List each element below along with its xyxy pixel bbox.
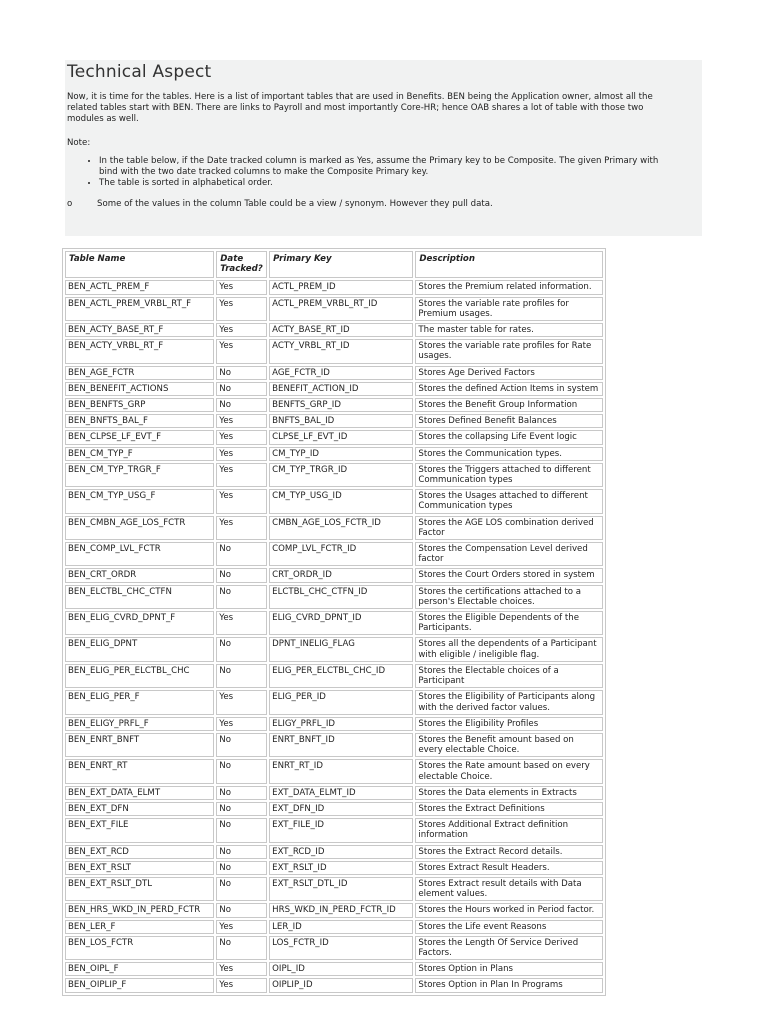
- description-cell: Stores the Benefit Group Information: [415, 398, 603, 412]
- primary-key-cell: BNFTS_BAL_ID: [269, 414, 413, 428]
- header-table-name: Table Name: [65, 251, 214, 278]
- table-row: [65, 382, 603, 396]
- date-tracked-cell: Yes: [216, 339, 267, 363]
- primary-key-cell: CMBN_AGE_LOS_FCTR_ID: [269, 516, 413, 540]
- date-tracked-cell: Yes: [216, 280, 267, 294]
- table-row: [65, 542, 603, 566]
- description-cell: Stores the Eligibility of Participants along with the derived factor values.: [415, 690, 603, 714]
- primary-key-cell: BENEFIT_ACTION_ID: [269, 382, 413, 396]
- description-cell: Stores the Extract Record details.: [415, 845, 603, 859]
- description-cell: Stores the variable rate profiles for Rate usages.: [415, 339, 603, 363]
- date-tracked-cell: No: [216, 664, 267, 688]
- table-row: [65, 903, 603, 917]
- date-tracked-cell: Yes: [216, 978, 267, 992]
- date-tracked-cell: No: [216, 637, 267, 661]
- sub-note: [67, 199, 702, 209]
- header-date-tracked: Date Tracked?: [216, 251, 267, 278]
- description-cell: Stores Option in Plans: [415, 962, 603, 976]
- description-cell: Stores the Eligibility Profiles: [415, 717, 603, 731]
- date-tracked-cell: No: [216, 818, 267, 842]
- date-tracked-cell: No: [216, 903, 267, 917]
- description-cell: Stores the Compensation Level derived factor: [415, 542, 603, 566]
- table-row: [65, 585, 603, 609]
- table-row: [65, 877, 603, 901]
- primary-key-cell: ELIG_PER_ID: [269, 690, 413, 714]
- primary-key-cell: CM_TYP_ID: [269, 447, 413, 461]
- date-tracked-cell: No: [216, 542, 267, 566]
- table-row: [65, 978, 603, 992]
- description-cell: Stores the Rate amount based on every electable Choice.: [415, 759, 603, 783]
- date-tracked-cell: No: [216, 568, 267, 582]
- primary-key-cell: LOS_FCTR_ID: [269, 936, 413, 960]
- primary-key-cell: EXT_DFN_ID: [269, 802, 413, 816]
- table-row: [65, 861, 603, 875]
- intro-line: related tables start with BEN. There are links to Payroll and most importantly Core-HR; hence OAB shares a lot of table with those two: [67, 103, 644, 114]
- table-name-cell: BEN_ACTL_PREM_VRBL_RT_F: [65, 297, 214, 321]
- intro-line: modules as well.: [67, 114, 139, 125]
- table-name-cell: BEN_CM_TYP_TRGR_F: [65, 463, 214, 487]
- date-tracked-cell: Yes: [216, 463, 267, 487]
- primary-key-cell: OIPL_ID: [269, 962, 413, 976]
- date-tracked-cell: No: [216, 786, 267, 800]
- table-row: [65, 516, 603, 540]
- table-name-cell: BEN_CMBN_AGE_LOS_FCTR: [65, 516, 214, 540]
- intro-line: Now, it is time for the tables. Here is a list of important tables that are used in Benefits. BEN being the Application owner, almost all the: [67, 92, 653, 102]
- note-label: Note:: [67, 137, 91, 148]
- description-cell: Stores the Premium related information.: [415, 280, 603, 294]
- date-tracked-cell: Yes: [216, 690, 267, 714]
- table-name-cell: BEN_ACTL_PREM_F: [65, 280, 214, 294]
- date-tracked-cell: No: [216, 366, 267, 380]
- description-cell: Stores the variable rate profiles for Premium usages.: [415, 297, 603, 321]
- primary-key-cell: EXT_RSLT_DTL_ID: [269, 877, 413, 901]
- description-cell: Stores the Usages attached to different Communication types: [415, 489, 603, 513]
- date-tracked-cell: No: [216, 585, 267, 609]
- table-row: [65, 463, 603, 487]
- primary-key-cell: CRT_ORDR_ID: [269, 568, 413, 582]
- primary-key-cell: BENFTS_GRP_ID: [269, 398, 413, 412]
- table-name-cell: BEN_CM_TYP_F: [65, 447, 214, 461]
- date-tracked-cell: No: [216, 398, 267, 412]
- date-tracked-cell: Yes: [216, 962, 267, 976]
- table-row: [65, 802, 603, 816]
- table-name-cell: BEN_LOS_FCTR: [65, 936, 214, 960]
- primary-key-cell: ENRT_RT_ID: [269, 759, 413, 783]
- description-cell: Stores the Life event Reasons: [415, 920, 603, 934]
- primary-key-cell: CLPSE_LF_EVT_ID: [269, 430, 413, 444]
- date-tracked-cell: Yes: [216, 430, 267, 444]
- description-cell: Stores the collapsing Life Event logic: [415, 430, 603, 444]
- date-tracked-cell: Yes: [216, 414, 267, 428]
- date-tracked-cell: Yes: [216, 323, 267, 337]
- table-name-cell: BEN_BENFTS_GRP: [65, 398, 214, 412]
- table-name-cell: BEN_ELIG_PER_F: [65, 690, 214, 714]
- primary-key-cell: ELIG_PER_ELCTBL_CHC_ID: [269, 664, 413, 688]
- date-tracked-cell: Yes: [216, 717, 267, 731]
- description-cell: Stores the Benefit amount based on every electable Choice.: [415, 733, 603, 757]
- benefits-tables: [62, 248, 606, 996]
- table-name-cell: BEN_HRS_WKD_IN_PERD_FCTR: [65, 903, 214, 917]
- table-name-cell: BEN_CM_TYP_USG_F: [65, 489, 214, 513]
- table-name-cell: BEN_EXT_FILE: [65, 818, 214, 842]
- note-bullets: [67, 156, 702, 190]
- description-cell: Stores the certifications attached to a person's Electable choices.: [415, 585, 603, 609]
- intro-paragraph: [67, 92, 702, 126]
- description-cell: Stores the Data elements in Extracts: [415, 786, 603, 800]
- primary-key-cell: COMP_LVL_FCTR_ID: [269, 542, 413, 566]
- table-row: [65, 637, 603, 661]
- primary-key-cell: ACTL_PREM_ID: [269, 280, 413, 294]
- table-row: [65, 936, 603, 960]
- table-name-cell: BEN_ACTY_VRBL_RT_F: [65, 339, 214, 363]
- description-cell: Stores the Length Of Service Derived Factors.: [415, 936, 603, 960]
- primary-key-cell: CM_TYP_USG_ID: [269, 489, 413, 513]
- bullet-item: [99, 156, 702, 178]
- primary-key-cell: AGE_FCTR_ID: [269, 366, 413, 380]
- description-cell: Stores the Court Orders stored in system: [415, 568, 603, 582]
- primary-key-cell: CM_TYP_TRGR_ID: [269, 463, 413, 487]
- date-tracked-cell: No: [216, 759, 267, 783]
- table-name-cell: BEN_LER_F: [65, 920, 214, 934]
- sub-note-text: Some of the values in the column Table could be a view / synonym. However they pull data.: [97, 199, 493, 210]
- description-cell: Stores the Communication types.: [415, 447, 603, 461]
- table-row: [65, 414, 603, 428]
- primary-key-cell: ELCTBL_CHC_CTFN_ID: [269, 585, 413, 609]
- table-body: [65, 280, 603, 992]
- table-row: [65, 568, 603, 582]
- description-cell: The master table for rates.: [415, 323, 603, 337]
- sub-bullet-mark: o: [67, 199, 73, 210]
- description-cell: Stores the AGE LOS combination derived Factor: [415, 516, 603, 540]
- description-cell: Stores Option in Plan In Programs: [415, 978, 603, 992]
- table-name-cell: BEN_OIPLIP_F: [65, 978, 214, 992]
- primary-key-cell: EXT_FILE_ID: [269, 818, 413, 842]
- description-cell: Stores the Hours worked in Period factor.: [415, 903, 603, 917]
- table-name-cell: BEN_ELIGY_PRFL_F: [65, 717, 214, 731]
- date-tracked-cell: No: [216, 382, 267, 396]
- bullet-line: • In the table below, if the Date tracked column is marked as Yes, assume the Primary key to be Composite. The given Primary with: [99, 155, 659, 166]
- date-tracked-cell: Yes: [216, 611, 267, 635]
- primary-key-cell: EXT_RCD_ID: [269, 845, 413, 859]
- table-row: [65, 611, 603, 635]
- table-name-cell: BEN_CRT_ORDR: [65, 568, 214, 582]
- table-row: [65, 489, 603, 513]
- header-primary-key: Primary Key: [269, 251, 413, 278]
- table-row: [65, 339, 603, 363]
- table-name-cell: BEN_ELCTBL_CHC_CTFN: [65, 585, 214, 609]
- table-row: [65, 920, 603, 934]
- table-header-row: [65, 251, 603, 278]
- description-cell: Stores Extract Result Headers.: [415, 861, 603, 875]
- date-tracked-cell: Yes: [216, 489, 267, 513]
- table-name-cell: BEN_AGE_FCTR: [65, 366, 214, 380]
- table-row: [65, 323, 603, 337]
- table-name-cell: BEN_BNFTS_BAL_F: [65, 414, 214, 428]
- primary-key-cell: ELIG_CVRD_DPNT_ID: [269, 611, 413, 635]
- description-cell: Stores the Extract Definitions: [415, 802, 603, 816]
- table-name-cell: BEN_EXT_DFN: [65, 802, 214, 816]
- table-name-cell: BEN_ELIG_PER_ELCTBL_CHC: [65, 664, 214, 688]
- table-name-cell: BEN_ELIG_CVRD_DPNT_F: [65, 611, 214, 635]
- table-name-cell: BEN_EXT_RCD: [65, 845, 214, 859]
- table-name-cell: BEN_COMP_LVL_FCTR: [65, 542, 214, 566]
- table-row: [65, 845, 603, 859]
- table-name-cell: BEN_ENRT_RT: [65, 759, 214, 783]
- page-title: Technical Aspect: [67, 62, 212, 82]
- table-row: [65, 690, 603, 714]
- table-row: [65, 366, 603, 380]
- description-cell: Stores Defined Benefit Balances: [415, 414, 603, 428]
- table-row: [65, 280, 603, 294]
- table-row: [65, 717, 603, 731]
- date-tracked-cell: No: [216, 861, 267, 875]
- description-cell: Stores the Electable choices of a Participant: [415, 664, 603, 688]
- description-cell: Stores the defined Action Items in system: [415, 382, 603, 396]
- primary-key-cell: ELIGY_PRFL_ID: [269, 717, 413, 731]
- table-row: [65, 664, 603, 688]
- table-name-cell: BEN_ELIG_DPNT: [65, 637, 214, 661]
- intro-section: [65, 60, 702, 236]
- date-tracked-cell: No: [216, 936, 267, 960]
- date-tracked-cell: No: [216, 733, 267, 757]
- primary-key-cell: OIPLIP_ID: [269, 978, 413, 992]
- date-tracked-cell: No: [216, 845, 267, 859]
- bullet-line: bind with the two date tracked columns to make the Composite Primary key.: [99, 166, 429, 177]
- table-name-cell: BEN_EXT_RSLT_DTL: [65, 877, 214, 901]
- date-tracked-cell: Yes: [216, 447, 267, 461]
- table-row: [65, 297, 603, 321]
- primary-key-cell: DPNT_INELIG_FLAG: [269, 637, 413, 661]
- primary-key-cell: HRS_WKD_IN_PERD_FCTR_ID: [269, 903, 413, 917]
- description-cell: Stores the Triggers attached to different Communication types: [415, 463, 603, 487]
- date-tracked-cell: No: [216, 877, 267, 901]
- description-cell: Stores Age Derived Factors: [415, 366, 603, 380]
- table-row: [65, 430, 603, 444]
- description-cell: Stores the Eligible Dependents of the Participants.: [415, 611, 603, 635]
- table-name-cell: BEN_BENEFIT_ACTIONS: [65, 382, 214, 396]
- primary-key-cell: ACTY_BASE_RT_ID: [269, 323, 413, 337]
- header-description: Description: [415, 251, 603, 278]
- table-row: [65, 733, 603, 757]
- table-name-cell: BEN_CLPSE_LF_EVT_F: [65, 430, 214, 444]
- date-tracked-cell: Yes: [216, 516, 267, 540]
- table-row: [65, 786, 603, 800]
- primary-key-cell: EXT_RSLT_ID: [269, 861, 413, 875]
- description-cell: Stores all the dependents of a Participant with eligible / ineligible flag.: [415, 637, 603, 661]
- description-cell: Stores Additional Extract definition information: [415, 818, 603, 842]
- primary-key-cell: ACTY_VRBL_RT_ID: [269, 339, 413, 363]
- primary-key-cell: EXT_DATA_ELMT_ID: [269, 786, 413, 800]
- bullet-line: • The table is sorted in alphabetical order.: [99, 178, 273, 189]
- table-row: [65, 818, 603, 842]
- date-tracked-cell: Yes: [216, 920, 267, 934]
- bullet-item: [99, 178, 702, 189]
- table-name-cell: BEN_OIPL_F: [65, 962, 214, 976]
- primary-key-cell: ACTL_PREM_VRBL_RT_ID: [269, 297, 413, 321]
- date-tracked-cell: No: [216, 802, 267, 816]
- table-name-cell: BEN_EXT_RSLT: [65, 861, 214, 875]
- table-row: [65, 962, 603, 976]
- description-cell: Stores Extract result details with Data element values.: [415, 877, 603, 901]
- primary-key-cell: LER_ID: [269, 920, 413, 934]
- table-name-cell: BEN_EXT_DATA_ELMT: [65, 786, 214, 800]
- table-row: [65, 398, 603, 412]
- table-name-cell: BEN_ACTY_BASE_RT_F: [65, 323, 214, 337]
- table-name-cell: BEN_ENRT_BNFT: [65, 733, 214, 757]
- table-row: [65, 447, 603, 461]
- date-tracked-cell: Yes: [216, 297, 267, 321]
- table-row: [65, 759, 603, 783]
- primary-key-cell: ENRT_BNFT_ID: [269, 733, 413, 757]
